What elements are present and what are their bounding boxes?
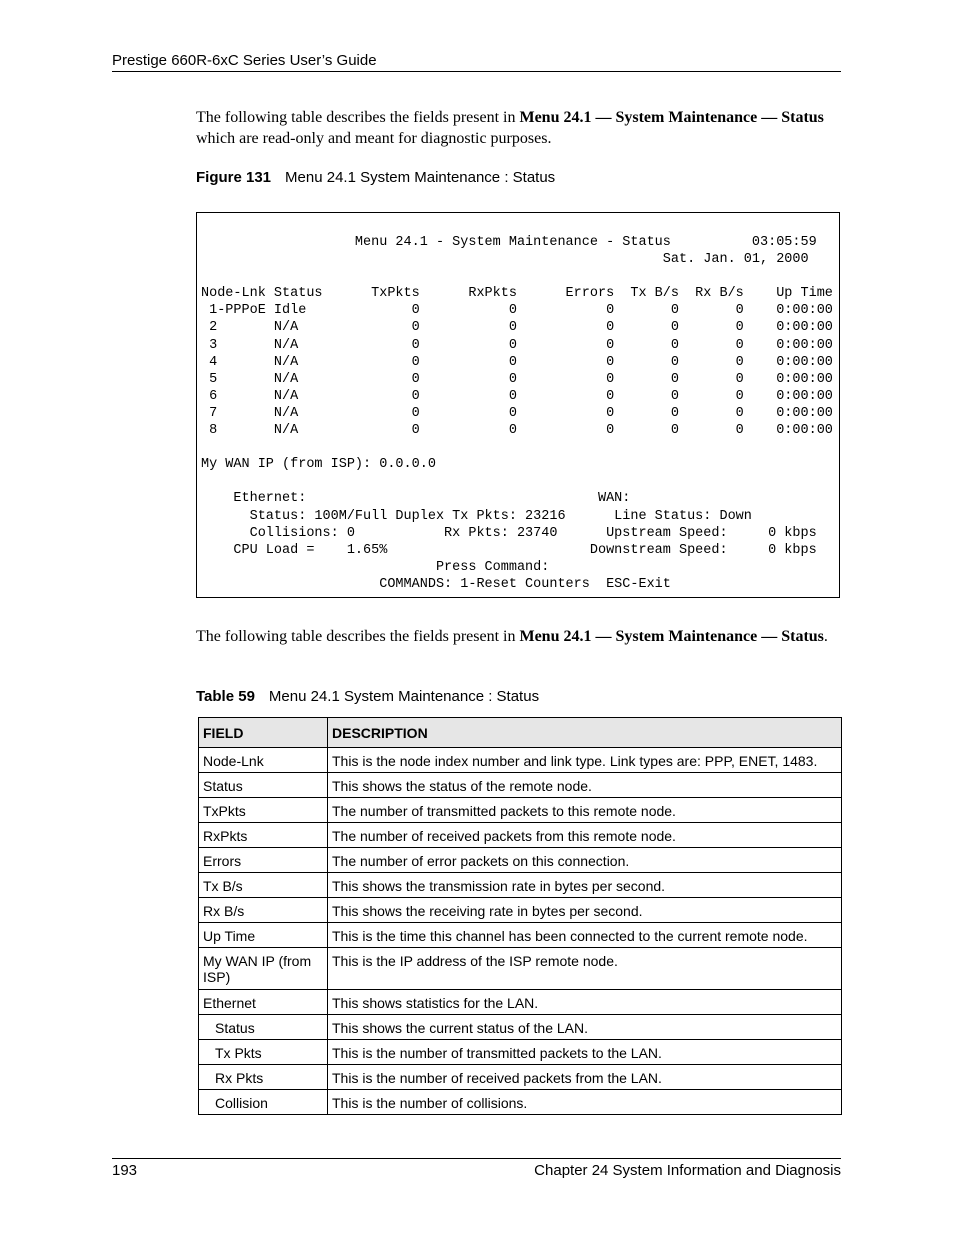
field-cell: Rx B/s	[199, 898, 328, 923]
description-cell: This shows the receiving rate in bytes per second.	[328, 898, 842, 923]
table-title: Menu 24.1 System Maintenance : Status	[268, 688, 540, 705]
description-cell: This is the IP address of the ISP remote node.	[328, 948, 842, 990]
field-cell: Status	[199, 1015, 328, 1040]
figure-caption	[196, 169, 555, 186]
table-row	[199, 773, 842, 798]
table-header-row	[199, 718, 842, 748]
field-cell: TxPkts	[199, 798, 328, 823]
field-cell: Status	[199, 773, 328, 798]
terminal-screen	[196, 212, 840, 598]
description-cell: The number of error packets on this connection.	[328, 848, 842, 873]
table-row	[199, 873, 842, 898]
field-cell: My WAN IP (from ISP)	[199, 948, 328, 990]
field-cell: Ethernet	[199, 990, 328, 1015]
table-row	[199, 823, 842, 848]
description-cell: This is the time this channel has been connected to the current remote node.	[328, 923, 842, 948]
intro-text: The following table describes the fields present in	[196, 109, 520, 126]
field-cell: Errors	[199, 848, 328, 873]
description-cell: The number of received packets from this remote node.	[328, 823, 842, 848]
field-description-table	[198, 717, 842, 1115]
table-row	[199, 990, 842, 1015]
description-cell: This is the number of transmitted packets to the LAN.	[328, 1040, 842, 1065]
table-row	[199, 948, 842, 990]
description-cell: This shows the status of the remote node.	[328, 773, 842, 798]
intro-menu-name: Menu 24.1 — System Maintenance — Status	[519, 109, 824, 126]
table-row	[199, 748, 842, 773]
table-row	[199, 898, 842, 923]
table-intro-text-end: .	[823, 628, 828, 645]
table-intro-paragraph	[196, 626, 841, 647]
figure-title: Menu 24.1 System Maintenance : Status	[285, 169, 556, 186]
intro-text-end: which are read-only and meant for diagnostic purposes.	[196, 130, 552, 147]
description-cell: This shows statistics for the LAN.	[328, 990, 842, 1015]
field-cell: Node-Lnk	[199, 748, 328, 773]
description-column-header: DESCRIPTION	[328, 718, 842, 748]
field-cell: Up Time	[199, 923, 328, 948]
table-label: Table 59	[196, 688, 255, 705]
description-cell: This shows the transmission rate in bytes per second.	[328, 873, 842, 898]
field-cell: RxPkts	[199, 823, 328, 848]
table-row	[199, 1090, 842, 1115]
field-cell: Rx Pkts	[199, 1065, 328, 1090]
table-intro-menu-name: Menu 24.1 — System Maintenance — Status	[519, 628, 824, 645]
table-row	[199, 923, 842, 948]
description-cell: This shows the current status of the LAN.	[328, 1015, 842, 1040]
table-row	[199, 1015, 842, 1040]
intro-paragraph	[196, 107, 841, 149]
description-cell: The number of transmitted packets to this remote node.	[328, 798, 842, 823]
footer-rule	[112, 1158, 841, 1159]
description-cell: This is the number of received packets from the LAN.	[328, 1065, 842, 1090]
figure-label: Figure 131	[196, 169, 272, 186]
description-cell: This is the number of collisions.	[328, 1090, 842, 1115]
description-cell: This is the node index number and link type. Link types are: PPP, ENET, 1483.	[328, 748, 842, 773]
page-number: 193	[112, 1162, 138, 1179]
table-row	[199, 798, 842, 823]
header-rule	[112, 71, 841, 72]
table-row	[199, 848, 842, 873]
running-header: Prestige 660R-6xC Series User’s Guide	[112, 52, 377, 69]
table-intro-text: The following table describes the fields present in	[196, 628, 520, 645]
table-row	[199, 1065, 842, 1090]
field-cell: Tx B/s	[199, 873, 328, 898]
table-row	[199, 1040, 842, 1065]
terminal-text: Menu 24.1 - System Maintenance - Status 03:05:59 Sat. Jan. 01, 2000 Node-Lnk Status TxPkts RxPkts Errors Tx B/s Rx B/s Up Time 1-PPPoE Idle 0 0 0 0 0 0:00:00 2 N/A 0 0 0 0 0 0:00:00 3 N/A 0 0 0 0 0 0:00:00 4 N/A 0 0 0 0 0 0:00:00 5 N/A 0 0 0 0 0 0:00:00 6 N/A 0 0 0 0 0 0:00:00 7 N/A 0 0 0 0 0 0:00:00 8 N/A 0 0 0 0 0 0:00:00 My WAN IP (from ISP): 0.0.0.0 Ethernet: WAN: Status: 100M/Full Duplex Tx Pkts: 23216 Line Status: Down Collisions: 0 Rx Pkts: 23740 Upstream Speed: 0 kbps CPU Load = 1.65% Downstream Speed: 0 kbps Press Command: COMMANDS: 1-Reset Counters ESC-Exit	[201, 235, 833, 592]
chapter-title: Chapter 24 System Information and Diagnosis	[534, 1162, 841, 1179]
field-column-header: FIELD	[199, 718, 328, 748]
table-caption	[196, 688, 539, 705]
field-cell: Tx Pkts	[199, 1040, 328, 1065]
field-cell: Collision	[199, 1090, 328, 1115]
